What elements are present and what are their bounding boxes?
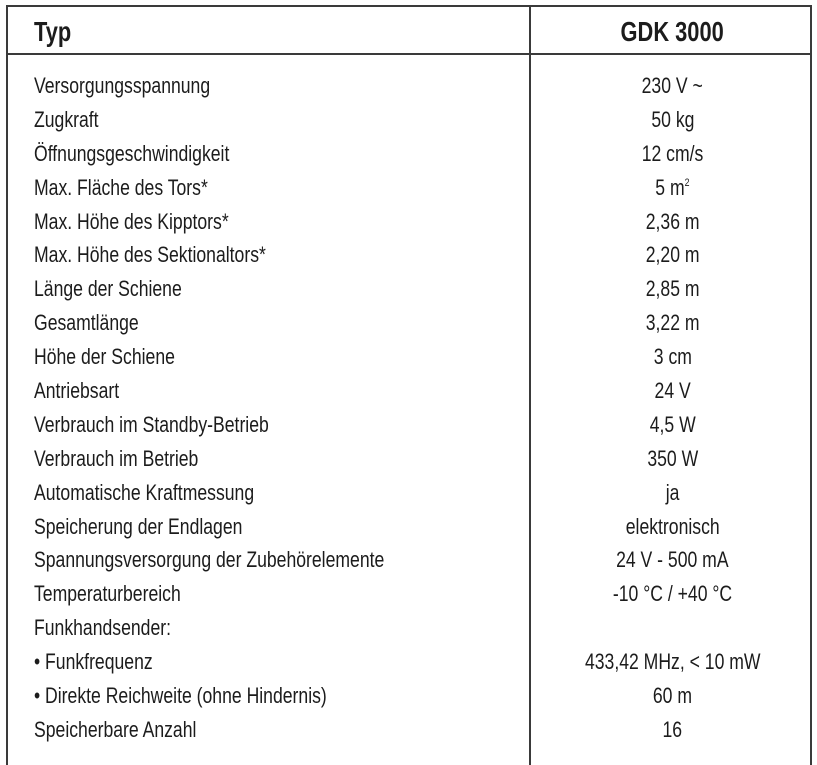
- spec-label: Öffnungsgeschwindigkeit: [34, 140, 230, 166]
- table-row: [8, 476, 810, 510]
- table-row: [8, 679, 810, 713]
- table-row: [8, 272, 810, 306]
- table-row: [8, 543, 810, 577]
- table-row: [8, 611, 810, 645]
- table-row: [8, 306, 810, 340]
- spec-value: 2,36 m: [645, 208, 700, 234]
- spec-value: 433,42 MHz, < 10 mW: [584, 649, 761, 675]
- superscript: 2: [684, 176, 690, 189]
- spec-label: Länge der Schiene: [34, 276, 182, 302]
- table-row: [8, 137, 810, 171]
- spec-value: 3 cm: [653, 344, 692, 370]
- spec-label: Automatische Kraftmessung: [34, 479, 255, 505]
- spec-value: 24 V: [654, 378, 691, 404]
- table-row: [8, 713, 810, 747]
- spec-label: Verbrauch im Betrieb: [34, 445, 199, 471]
- spec-label: Zugkraft: [34, 106, 99, 132]
- table-row: [8, 510, 810, 544]
- table-row: [8, 374, 810, 408]
- spec-value: 4,5 W: [649, 411, 696, 437]
- spec-value: 16: [662, 716, 683, 742]
- table-row: [8, 340, 810, 374]
- table-row: [8, 408, 810, 442]
- spec-value: [531, 611, 814, 645]
- table-row: [8, 645, 810, 679]
- table-row: [8, 577, 810, 611]
- spec-value: 60 m: [652, 683, 693, 709]
- spec-value: ja: [665, 479, 680, 505]
- spec-value: 2,20 m: [645, 242, 700, 268]
- spec-value: 2,85 m: [645, 276, 700, 302]
- table-row: [8, 69, 810, 103]
- spec-label: Versorgungsspannung: [34, 73, 211, 98]
- spec-value: -10 °C / +40 °C: [612, 581, 733, 607]
- header-model-label: GDK 3000: [620, 16, 725, 47]
- spec-label: Gesamtlänge: [34, 310, 139, 336]
- spec-label: Speicherung der Endlagen: [34, 513, 243, 539]
- spec-value: elektronisch: [625, 513, 720, 539]
- table-row: [8, 442, 810, 476]
- table-row: [8, 238, 810, 272]
- spec-value: 24 V - 500 mA: [616, 547, 729, 573]
- spec-value: 3,22 m: [645, 310, 700, 336]
- spec-label: • Funkfrequenz: [34, 649, 153, 675]
- spec-value: 230 V ~: [641, 73, 704, 98]
- table-header-row: [8, 7, 810, 53]
- spec-table: [6, 5, 812, 765]
- spec-label: Spannungsversorgung der Zubehörelemente: [34, 547, 385, 573]
- spec-label: Antriebsart: [34, 378, 120, 404]
- header-divider: [8, 53, 810, 55]
- spec-label: Speicherbare Anzahl: [34, 716, 197, 742]
- spec-label: • Direkte Reichweite (ohne Hindernis): [34, 683, 327, 709]
- spec-label: Funkhandsender:: [34, 615, 171, 641]
- spec-label: Verbrauch im Standby-Betrieb: [34, 411, 269, 437]
- spec-value: 350 W: [647, 445, 698, 471]
- spec-label: Max. Höhe des Kipptors*: [34, 208, 229, 234]
- header-type-label: Typ: [34, 16, 72, 47]
- spec-label: Max. Fläche des Tors*: [34, 174, 208, 200]
- spec-value: 50 kg: [650, 106, 695, 132]
- spec-label: Max. Höhe des Sektionaltors*: [34, 242, 266, 268]
- spec-label: Temperaturbereich: [34, 581, 181, 607]
- spec-value: 12 cm/s: [641, 140, 704, 166]
- table-row: [8, 171, 810, 205]
- table-row: [8, 103, 810, 137]
- spec-value: 5 $m^2$: [655, 174, 690, 200]
- spec-rows: [8, 69, 810, 747]
- table-row: [8, 205, 810, 239]
- spec-label: Höhe der Schiene: [34, 344, 175, 370]
